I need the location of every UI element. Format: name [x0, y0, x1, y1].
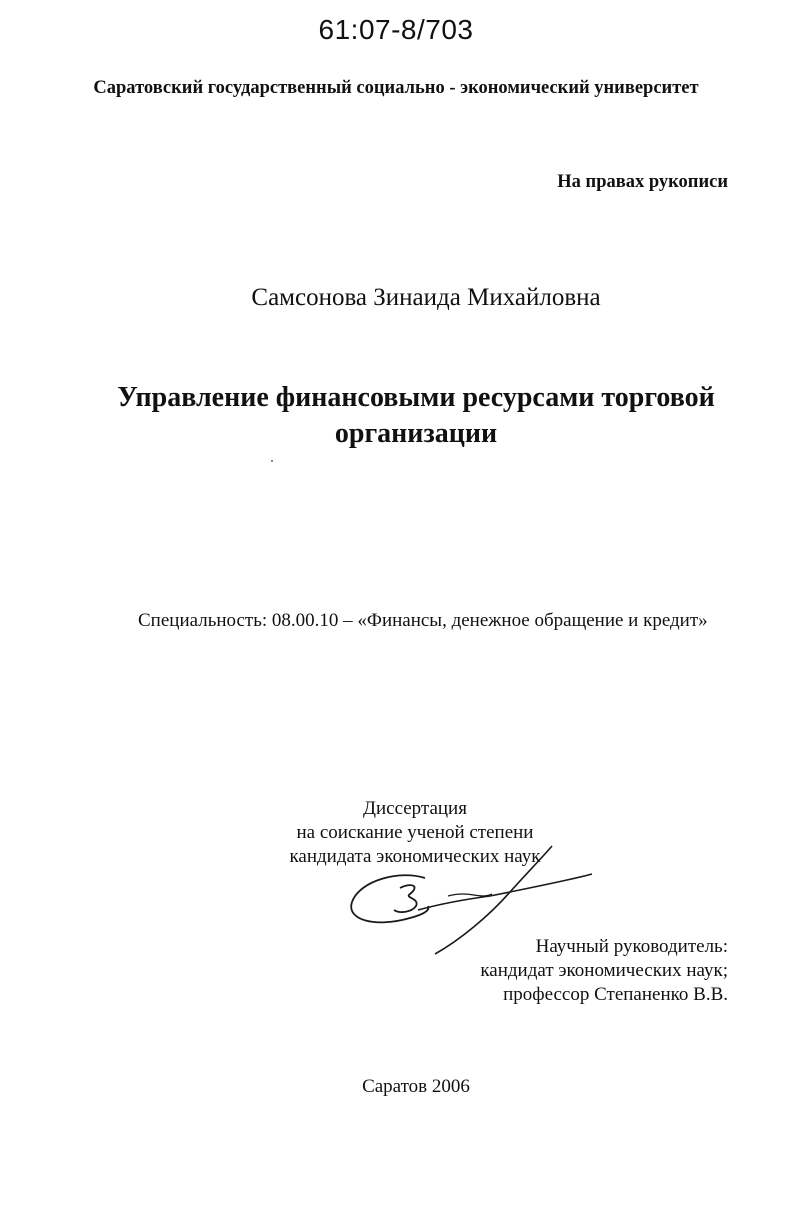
advisor-line-2: кандидат экономических наук;: [480, 960, 728, 981]
thesis-title-line-2: организации: [334, 418, 498, 449]
manuscript-rights-note: На правах рукописи: [557, 172, 728, 192]
dissertation-line-2: на соискание ученой степени: [296, 822, 534, 843]
scan-speck: [271, 460, 273, 462]
university-name: Саратовский государственный социально - экономический университет: [93, 78, 699, 98]
specialty-line: Специальность: 08.00.10 – «Финансы, денежное обращение и кредит»: [138, 610, 708, 631]
catalog-code: 61:07-8/703: [318, 14, 474, 45]
advisor-line-1: Научный руководитель:: [535, 936, 728, 957]
thesis-title-line-1: Управление финансовыми ресурсами торговой: [117, 382, 715, 413]
city-year: Саратов 2006: [362, 1076, 470, 1097]
dissertation-line-3: кандидата экономических наук: [289, 846, 541, 867]
author-name: Самсонова Зинаида Михайловна: [251, 284, 601, 311]
advisor-line-3: профессор Степаненко В.В.: [503, 984, 728, 1005]
dissertation-line-1: Диссертация: [363, 798, 467, 819]
